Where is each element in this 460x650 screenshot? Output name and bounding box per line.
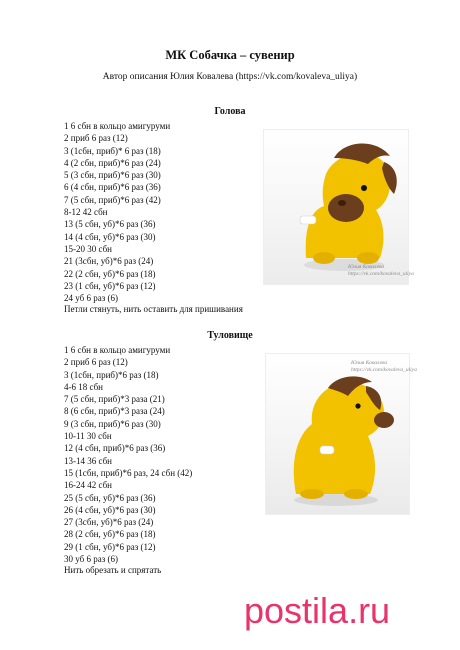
body-rows-list <box>64 344 192 565</box>
list-item: 29 (1 сбн, уб)*6 раз (12) <box>64 541 156 552</box>
head-photo <box>263 129 414 285</box>
photo-watermark: Юлия Ковалева https://vk.com/kovaleva_uliya <box>348 264 414 277</box>
list-item: 21 (3сбн, уб)*6 раз (24) <box>64 256 154 267</box>
list-item: 14 (4 сбн, уб)*6 раз (30) <box>64 231 156 242</box>
postila-logo-text: postila.ru <box>244 590 391 631</box>
body-finish-note: Нить обрезать и спрятать <box>64 565 162 575</box>
list-item: 30 уб 6 раз (6) <box>64 554 119 565</box>
section-title-head: Голова <box>214 106 246 117</box>
postila-logo <box>244 585 444 635</box>
section-title-body: Туловище <box>207 330 253 341</box>
list-item: 8 (6 сбн, приб)*3 раза (24) <box>64 406 165 417</box>
list-item: 16-24 42 сбн <box>64 480 112 491</box>
amigurumi-dog-image <box>264 130 414 284</box>
list-item: 1 6 сбн в кольцо амигуруми <box>64 121 171 131</box>
list-item: 2 приб 6 раз (12) <box>64 357 128 368</box>
list-item: 8-12 42 сбн <box>64 207 108 218</box>
list-item: 3 (1сбн, приб)*6 раз (18) <box>64 369 159 380</box>
list-item: 5 (3 сбн, приб)*6 раз (30) <box>64 170 161 181</box>
list-item: 2 приб 6 раз (12) <box>64 133 128 144</box>
list-item: 15 (1сбн, приб)*6 раз, 24 сбн (42) <box>64 467 193 478</box>
list-item: 10-11 30 сбн <box>64 431 112 442</box>
list-item: 25 (5 сбн, уб)*6 раз (36) <box>64 492 156 503</box>
list-item: 4-6 18 сбн <box>64 381 103 392</box>
list-item: 6 (4 сбн, приб)*6 раз (36) <box>64 182 161 193</box>
list-item: 15-20 30 сбн <box>64 243 112 254</box>
head-finish-note: Петли стянуть, нить оставить для пришивания <box>64 304 243 314</box>
head-rows-list <box>64 120 170 304</box>
list-item: 1 6 сбн в кольцо амигуруми <box>64 345 171 355</box>
list-item: 4 (2 сбн, приб)*6 раз (24) <box>64 157 161 168</box>
amigurumi-dog-side-image <box>266 354 417 514</box>
list-item: 26 (4 сбн, уб)*6 раз (30) <box>64 504 156 515</box>
list-item: 27 (3сбн, уб)*6 раз (24) <box>64 517 154 528</box>
document-title: МК Собачка – сувенир <box>165 48 295 62</box>
list-item: 22 (2 сбн, уб)*6 раз (18) <box>64 268 156 279</box>
list-item: 23 (1 сбн, уб)*6 раз (12) <box>64 280 156 291</box>
list-item: 24 уб 6 раз (6) <box>64 293 119 304</box>
list-item: 7 (5 сбн, приб)*3 раза (21) <box>64 394 165 405</box>
list-item: 28 (2 сбн, уб)*6 раз (18) <box>64 529 156 540</box>
list-item: 13 (5 сбн, уб)*6 раз (36) <box>64 219 156 230</box>
photo-watermark: Юлия Ковалева https://vk.com/kovaleva_uliya <box>351 360 417 373</box>
list-item: 9 (3 сбн, приб)*6 раз (30) <box>64 418 161 429</box>
body-photo <box>265 353 417 515</box>
list-item: 7 (5 сбн, приб)*6 раз (42) <box>64 194 161 205</box>
author-line: Автор описания Юлия Ковалева (https://vk.com/kovaleva_uliya) <box>102 72 358 82</box>
list-item: 3 (1сбн, приб)* 6 раз (18) <box>64 145 161 156</box>
list-item: 13-14 36 сбн <box>64 455 112 466</box>
list-item: 12 (4 сбн, приб)*6 раз (36) <box>64 443 166 454</box>
